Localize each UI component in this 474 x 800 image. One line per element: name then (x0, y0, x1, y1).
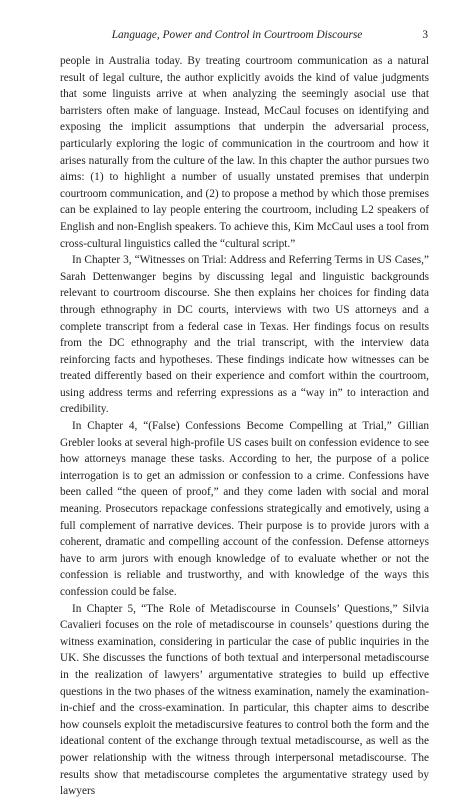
paragraph-chapter-4: In Chapter 4, “(False) Confessions Become Compelling at Trial,” Gillian Grebler looks at several high-profile US cases built on confession evidence to see how attorneys manage these tasks. According to her, the purpose of a police interrogation is to get an admission or confession to a crime. Confessions have been called “the queen of proof,” and they come laden with social and moral meaning. Prosecutors repackage confessions strategically and emotively, using a full complement of narrative devices. Their purpose is to provide jurors with a coherent, dramatic and compelling account of the confession. Defense attorneys have to arm jurors with enough knowledge of to evaluate whether or not the confession is reliable and trustworthy, and with knowledge of the ways this confession could be false. (60, 420, 429, 598)
paragraph-chapter-5: In Chapter 5, “The Role of Metadiscourse in Counsels’ Questions,” Silvia Cavalieri focuses on the role of metadiscourse in counsels’ questions during the witness examination, considering in particular the case of public inquiries in the UK. She discusses the functions of both textual and interpersonal metadiscourse in the realization of lawyers’ argumentative strategies to build up effective questions in the two phases of the witness examination, namely the examination-in-chief and the cross-examination. In particular, this chapter aims to describe how counsels exploit the metadiscursive features to control both the form and the ideational content of the exchange through textual metadiscourse, as well as the power relationship with the witness through interpersonal metadiscourse. The results show that metadiscourse completes the argumentative strategy used by lawyers (60, 602, 429, 798)
body-text (60, 53, 429, 800)
page-number: 3 (422, 29, 428, 41)
running-head-title: Language, Power and Control in Courtroom Discourse (111, 29, 363, 41)
paragraph-continuation: people in Australia today. By treating courtroom communication as a natural result of legal culture, the author explicitly avoids the kind of value judgments that some linguists arrive at when analyzing the seemingly asocial use that barristers often make of language. Instead, McCaul focuses on identifying and exposing the implicit assumptions that underpin the adversarial process, particularly exploring the logic of communication in the courtroom and how it arises naturally from the culture of the law. In this chapter the author pursues two aims: (1) to highlight a number of usually unstated premises that underpin courtroom communication, and (2) to propose a method by which those premises can be explained to lay people entering the courtroom, including L2 speakers of English and non-English speakers. To achieve this, Kim McCaul uses a tool from cross-cultural linguistics called the “cultural script.” (60, 55, 429, 250)
paragraph-chapter-3: In Chapter 3, “Witnesses on Trial: Address and Referring Terms in US Cases,” Sarah Dettenwanger begins by discussing legal and linguistic backgrounds relevant to courtroom discourse. She then explains her choices for finding data through ethnography in DC courts, interviews with two US attorneys and a complete transcript from a federal case in Texas. Her findings focus on results from the DC ethnography and the trial transcript, with the interview data reinforcing facts and hypotheses. These findings indicate how witnesses can be treated differently based on their experience and comfort within the courtroom, using address terms and referring expressions as a “way in” to interaction and credibility. (60, 254, 429, 416)
